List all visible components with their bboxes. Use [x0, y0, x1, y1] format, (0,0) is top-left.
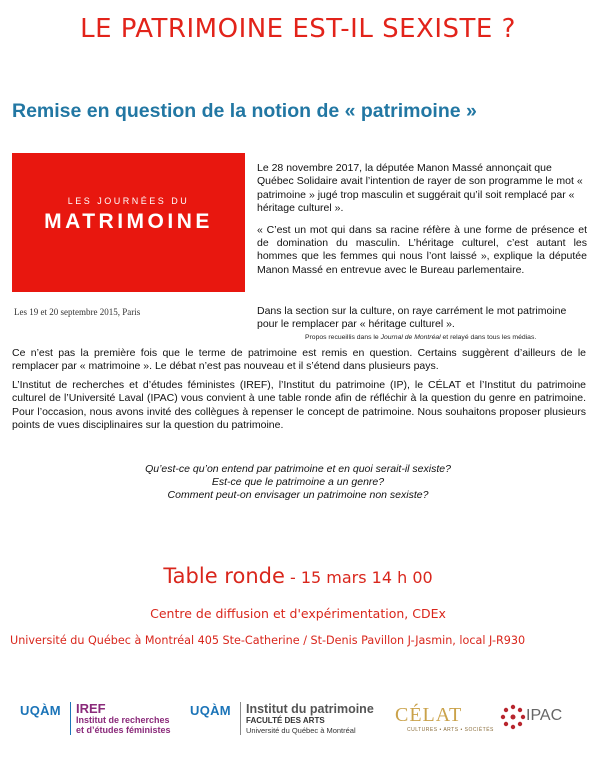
section-culture-text: Dans la section sur la culture, on raye carrément le mot patrimoine pour le remplacer par « héritage culturel ».: [257, 305, 567, 331]
ip-name: Institut du patrimoine: [246, 702, 374, 716]
matrimoine-banner-image: [12, 153, 245, 292]
banner-big-text: MATRIMOINE: [44, 210, 213, 233]
banner-small-text: LES JOURNÉES DU: [67, 196, 190, 206]
uqam-logo-ip: UQÀM: [190, 703, 231, 718]
questions-block: [0, 463, 596, 501]
subtitle: Remise en question de la notion de « patrimoine »: [12, 100, 477, 122]
ipac-emblem-icon: [500, 704, 526, 730]
iref-line-2: et d’études féministes: [76, 725, 171, 735]
intro-text: [257, 162, 587, 285]
celat-name: CÉLAT: [395, 704, 463, 726]
uqam-logo-iref: UQÀM: [20, 703, 61, 718]
page-title: LE PATRIMOINE EST-IL SEXISTE ?: [80, 14, 516, 44]
iref-name: IREF: [76, 701, 106, 716]
iref-logo: [70, 702, 171, 735]
question-3: Comment peut-on envisager un patrimoine non sexiste?: [167, 488, 429, 501]
iref-line-1: Institut de recherches: [76, 715, 170, 725]
body-paragraph-1: Ce n’est pas la première fois que le terme de patrimoine est remis en question. Certains suggèrent d’ailleurs de le remplacer par « matrimoine ». Le débat n’est pas nouveau et il s’étend dans plusieurs pays.: [12, 347, 586, 373]
question-1: Qu’est-ce qu’on entend par patrimoine et en quoi serait-il sexiste?: [145, 463, 451, 475]
celat-logo: [395, 704, 494, 733]
ip-faculty: FACULTÉ DES ARTS: [246, 716, 325, 725]
banner-caption: Les 19 et 20 septembre 2015, Paris: [14, 307, 141, 317]
event-heading: [0, 564, 596, 588]
ipac-logo: [500, 704, 563, 735]
source-before: Propos recueillis dans le: [305, 334, 381, 341]
event-name: Table ronde: [163, 564, 285, 588]
intro-quote-paragraph: « C’est un mot qui dans sa racine réfère à une forme de présence et de domination du masculin. L’héritage culturel, c’est autant les hommes que les femmes qui nous l’ont laissé », explique la députée Manon Massé en entrevue avec le Bureau parlementaire.: [257, 223, 587, 276]
question-2: Est-ce que le patrimoine a un genre?: [211, 475, 385, 488]
institut-patrimoine-logo: [240, 702, 374, 735]
celat-tagline: CULTURES • ARTS • SOCIÉTÉS: [407, 727, 494, 733]
intro-paragraph-1: Le 28 novembre 2017, la députée Manon Massé annonçait que Québec Solidaire avait l’intention de rayer de son programme le mot « patrimoine » jugé trop masculin et suggérait qu’il soit remplacé par « héritage culturel ».: [257, 162, 583, 215]
event-date: - 15 mars 14 h 00: [284, 568, 433, 587]
source-after: et relayé dans tous les médias.: [440, 334, 537, 341]
ipac-name: IPAC: [526, 707, 563, 724]
ip-university: Université du Québec à Montréal: [246, 726, 356, 735]
event-address: Université du Québec à Montréal 405 Ste-Catherine / St-Denis Pavillon J-Jasmin, local J-R930: [10, 634, 526, 647]
body-paragraph-2: L’Institut de recherches et d’études féministes (IREF), l’Institut du patrimoine (IP), le CÉLAT et l’Institut du patrimoine culturel de l’Université Laval (IPAC) vous convient à une table ronde afin de réfléchir à la question du genre en patrimoine. Pour l’occasion, nous avons invité des collègues à repenser le concept de patrimoine. Nous souhaitons proposer plusieurs points de vues disciplinaires sur la question du patrimoine.: [12, 378, 586, 432]
event-venue: Centre de diffusion et d'expérimentation, CDEx: [150, 606, 446, 621]
source-note: [305, 334, 536, 341]
body-text: [12, 347, 586, 437]
source-journal: Journal de Montréal: [380, 334, 441, 341]
